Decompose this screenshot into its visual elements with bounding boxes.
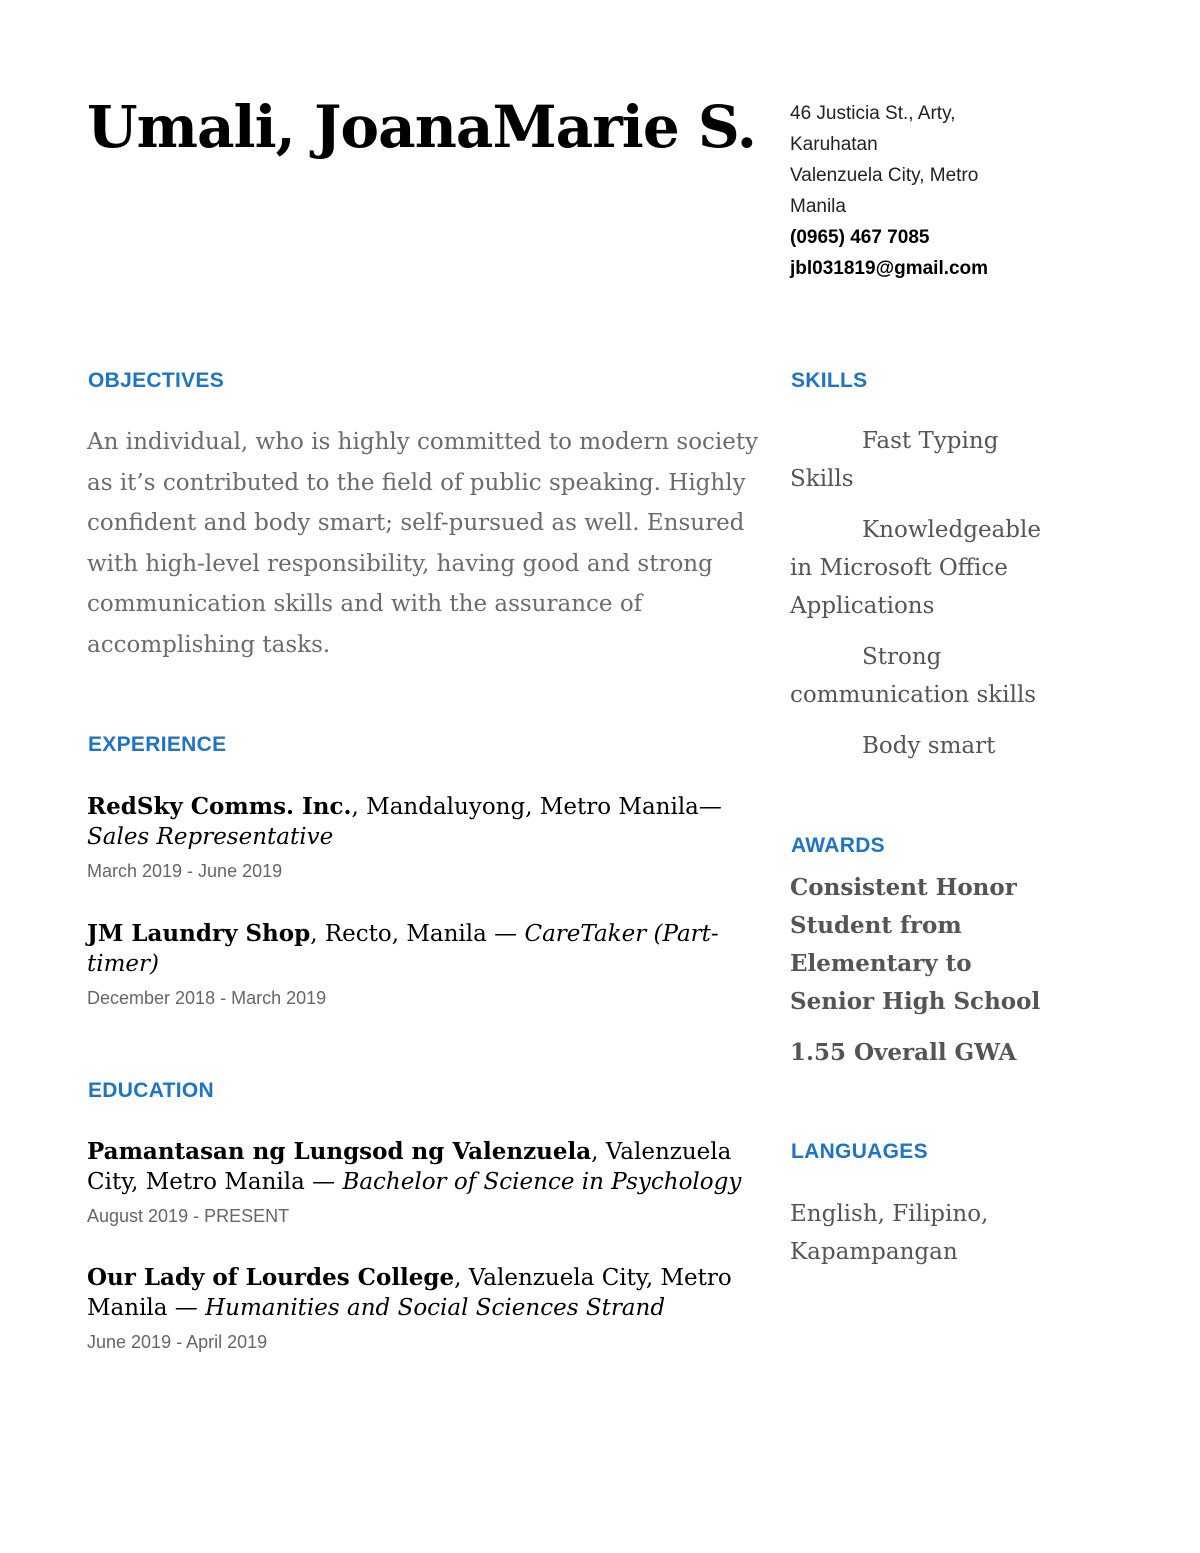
objectives-heading: OBJECTIVES xyxy=(88,369,225,392)
entry-org: Pamantasan ng Lungsod ng Valenzuela xyxy=(87,1138,592,1165)
skill-item: Fast Typing Skills xyxy=(790,428,999,492)
address-line: 46 Justicia St., Arty, xyxy=(790,103,956,124)
award-item: 1.55 Overall GWA xyxy=(790,1039,1017,1066)
entry-dates: June 2019 - April 2019 xyxy=(87,1332,268,1352)
entry-dates: August 2019 - PRESENT xyxy=(87,1206,290,1226)
education-entry xyxy=(87,1137,767,1227)
entry-location: , Recto, Manila — xyxy=(310,921,525,947)
languages-text: English, Filipino, Kapampangan xyxy=(790,1201,989,1265)
entry-location: , Valenzuela City, Metro Manila — xyxy=(87,1265,732,1321)
entry-title xyxy=(87,1263,767,1323)
awards-heading: AWARDS xyxy=(791,834,885,857)
contact-block xyxy=(790,98,1030,284)
languages-heading: LANGUAGES xyxy=(791,1140,928,1163)
entry-location: , Valenzuela City, Metro Manila — xyxy=(87,1139,732,1195)
experience-entry xyxy=(87,919,767,1009)
address-line: Karuhatan xyxy=(790,134,878,155)
entry-title xyxy=(87,919,767,979)
skill-item: Body smart xyxy=(862,733,996,759)
experience-entry xyxy=(87,792,767,882)
address-line: Valenzuela City, Metro xyxy=(790,165,979,186)
entry-dates: March 2019 - June 2019 xyxy=(87,861,283,881)
languages-block xyxy=(790,1195,1060,1271)
email-address: jbl031819@gmail.com xyxy=(790,258,989,279)
address-line: Manila xyxy=(790,196,846,217)
experience-heading: EXPERIENCE xyxy=(88,733,227,756)
education-heading: EDUCATION xyxy=(88,1079,214,1102)
skill-item: Knowledgeable in Microsoft Office Applications xyxy=(790,517,1041,619)
skills-list xyxy=(790,422,1060,778)
entry-dates: December 2018 - March 2019 xyxy=(87,988,327,1008)
entry-role: Sales Representative xyxy=(87,823,334,850)
entry-location: , Mandaluyong, Metro Manila— xyxy=(351,794,722,820)
entry-org: RedSky Comms. Inc. xyxy=(87,793,352,820)
education-entry xyxy=(87,1263,767,1353)
entry-org: JM Laundry Shop xyxy=(87,920,311,947)
entry-title xyxy=(87,792,767,852)
objectives-text: An individual, who is highly committed to modern society as it’s contributed to the field of public speaking. Highly confident and body smart; self-pursued as well. Ensured with high-level responsibility, having good and strong communication skills and with the assurance of accomplishing tasks. xyxy=(87,429,759,658)
skill-item: Strong communication skills xyxy=(790,644,1037,708)
awards-list xyxy=(790,869,1060,1085)
entry-role: Bachelor of Science in Psychology xyxy=(342,1168,742,1195)
skills-heading: SKILLS xyxy=(791,369,868,392)
entry-org: Our Lady of Lourdes College xyxy=(87,1264,455,1291)
entry-role: CareTaker (Part-timer) xyxy=(87,921,719,977)
award-item: Consistent Honor Student from Elementary to Senior High School xyxy=(790,874,1041,1015)
entry-title xyxy=(87,1137,767,1197)
applicant-name: Umali, JoanaMarie S. xyxy=(87,93,756,161)
entry-role: Humanities and Social Sciences Strand xyxy=(205,1294,666,1321)
phone-number: (0965) 467 7085 xyxy=(790,227,930,248)
